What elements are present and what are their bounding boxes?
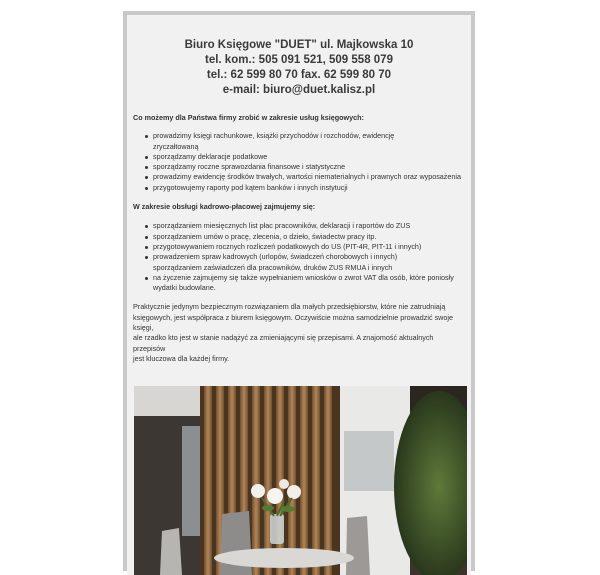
services-heading: Co możemy dla Państwa firmy zrobić w zakresie usług księgowych:: [133, 113, 364, 122]
phone-fax-line: tel.: 62 599 80 70 fax. 62 599 80 70: [206, 69, 392, 81]
list-item: sporządzamy deklaracje podatkowe: [153, 152, 463, 162]
payroll-section: [127, 202, 471, 293]
payroll-heading: W zakresie obsługi kadrowo-płacowej zajmujemy się:: [133, 202, 316, 212]
list-item-continuation: zryczałtowaną: [153, 141, 199, 151]
office-interior-photo: [134, 386, 467, 575]
list-item: przygotowujemy raporty pod kątem banków i innych instytucji: [153, 183, 463, 193]
paragraph-line: Praktycznie jedynym bezpiecznym rozwiązaniem dla małych przedsiębiorstw, które nie zatrudniają: [133, 302, 446, 312]
list-item: sporządzamy roczne sprawozdania finansowe i statystyczne: [153, 162, 463, 172]
contact-header: [127, 38, 471, 98]
address-line: Biuro Księgowe "DUET" ul. Majkowska 10: [184, 39, 414, 51]
list-item-continuation: sporządzaniem zaświadczeń dla pracowników, druków ZUS RMUA i innych: [153, 262, 393, 272]
intro-paragraph: [127, 302, 471, 364]
content-card: [127, 15, 471, 575]
list-item: prowadzimy księgi rachunkowe, książki przychodów i rozchodów, ewidencję: [153, 131, 463, 141]
list-item: prowadzimy ewidencję środków trwałych, wartości niematerialnych i prawnych oraz wyposażenia: [153, 172, 461, 182]
list-item: na życzenie zajmujemy się także wypełnianiem wniosków o zwrot VAT dla osób, które poniosły: [153, 273, 463, 283]
list-item: prowadzeniem spraw kadrowych (urlopów, świadczeń chorobowych i innych): [153, 252, 463, 262]
services-section: [127, 113, 471, 193]
paragraph-line: ale rzadko kto jest w stanie nadążyć za zmieniającymi się przepisami. A znajomość aktualnych przepisów: [133, 333, 434, 353]
payroll-list: [133, 221, 463, 293]
mobile-phone-line: tel. kom.: 505 091 521, 509 558 079: [205, 54, 393, 66]
list-item: sporządzaniem miesięcznych list płac pracowników, deklaracji i raportów do ZUS: [153, 221, 463, 231]
list-item-continuation: wydatki budowlane.: [153, 283, 216, 293]
list-item: przygotowywaniem rocznych rozliczeń podatkowych do US (PIT-4R, PIT-11 i innych): [153, 242, 463, 252]
paragraph-line: księgowych, jest współpraca z biurem księgowym. Oczywiście można samodzielnie prowadzić swoje księgi,: [133, 312, 453, 333]
list-item: sporządzaniem umów o pracę, zlecenia, o dzieło, świadectw pracy itp.: [153, 232, 463, 242]
email-line[interactable]: e-mail: biuro@duet.kalisz.pl: [222, 84, 376, 96]
services-list: [133, 131, 463, 193]
office-photo-illustration: [134, 386, 467, 575]
paragraph-line: jest kluczowa dla każdej firmy.: [133, 353, 230, 363]
